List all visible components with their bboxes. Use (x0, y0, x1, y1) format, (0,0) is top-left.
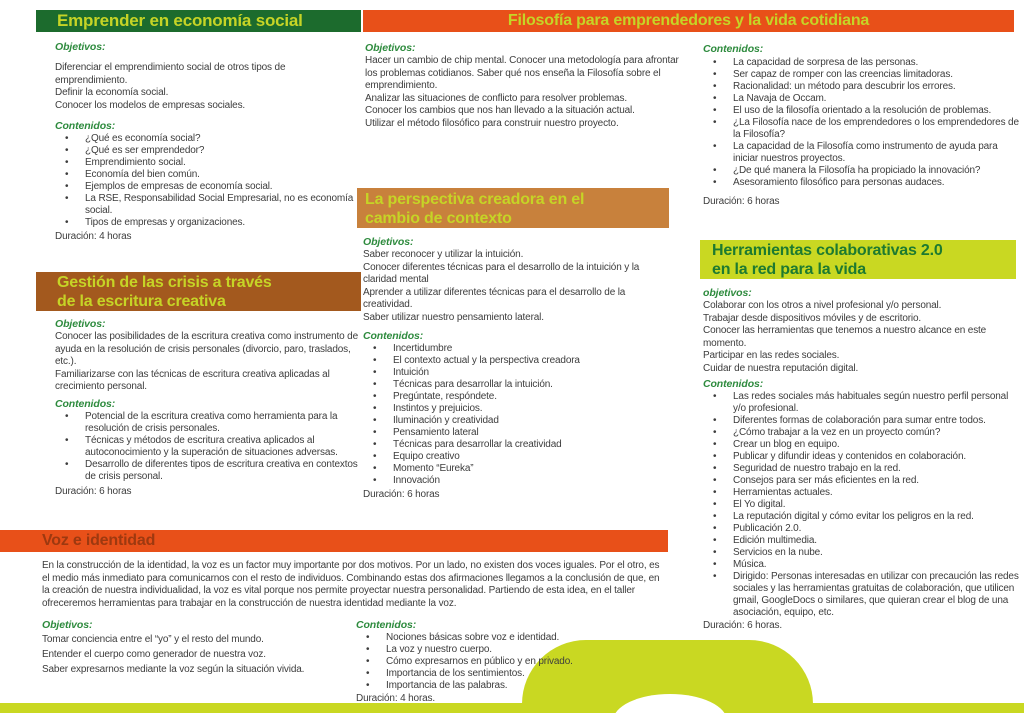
contenido-item: • La capacidad de la Filosofía como instrumento de ayuda para iniciar nuestros proyectos. (703, 141, 1023, 165)
contenido-item: • Dirigido: Personas interesadas en utilizar con precaución las redes sociales y las herramientas gratuitas de colaboración, que utilicen gmail, GoogleDocs o similares, que quieran crear el blog de una asociación, equipo, etc. (703, 571, 1021, 619)
bottom-bar-decoration (0, 703, 1024, 713)
contenido-item: • Racionalidad: un método para descubrir los errores. (703, 81, 1023, 93)
contenido-item: • Momento “Eureka” (363, 463, 675, 475)
contenido-item: • Importancia de los sentimientos. (356, 668, 656, 680)
objetivo-item: Conocer las herramientas que tenemos a nuestro alcance en este momento. (703, 325, 987, 349)
duracion-text: Duración: 6 horas (363, 489, 440, 500)
objetivo-item: Colaborar con los otros a nivel profesional y/o personal. (703, 300, 942, 311)
objetivo-item: Saber utilizar nuestro pensamiento lateral. (363, 311, 544, 323)
contenido-item: • Equipo creativo (363, 451, 675, 463)
contenido-item: • Innovación (363, 475, 675, 487)
objetivo-item: Aprender a utilizar diferentes técnicas para el desarrollo de la creatividad. (363, 286, 626, 310)
objetivos-list (42, 632, 342, 677)
objetivo-item: Hacer un cambio de chip mental. Conocer una metodología para afrontar los problemas cotidianos. Saber qué nos enseña la Filosofía sobre el emprendimiento. (365, 55, 679, 91)
contenido-item: • Música. (703, 559, 1021, 571)
contenido-item: • Potencial de la escritura creativa como herramienta para la resolución de crisis personales. (55, 411, 360, 435)
duracion-text: Duración: 4 horas (55, 231, 132, 242)
section-header-filosofia (363, 10, 1014, 32)
duracion-text: Duración: 6 horas (55, 486, 132, 497)
contenido-item: • Consejos para ser más eficientes en la red. (703, 475, 1021, 487)
contenido-item: • Incertidumbre (363, 343, 675, 355)
objetivo-item: Cuidar de nuestra reputación digital. (703, 362, 859, 374)
contenidos-list (703, 391, 1021, 619)
contenido-item: • Importancia de las palabras. (356, 680, 656, 692)
section-title: Filosofía para emprendedores y la vida cotidiana (507, 12, 870, 29)
objetivo-item: Analizar las situaciones de conflicto para resolver problemas. (365, 92, 627, 104)
contenido-item: • El Yo digital. (703, 499, 1021, 511)
contenido-item: • Edición multimedia. (703, 535, 1021, 547)
contenidos-label: Contenidos: (703, 43, 764, 55)
contenido-item: • El contexto actual y la perspectiva creadora (363, 355, 675, 367)
contenido-item: • Iluminación y creatividad (363, 415, 675, 427)
contenido-item: • Instintos y prejuicios. (363, 403, 675, 415)
contenidos-list (703, 57, 1023, 189)
contenidos-list (55, 411, 360, 483)
contenido-item: • Publicar y difundir ideas y contenidos en colaboración. (703, 451, 1021, 463)
objetivos-list (363, 249, 675, 324)
objetivo-item: Saber expresarnos mediante la voz según la situación vivida. (42, 664, 305, 675)
contenido-item: • La reputación digital y cómo evitar los peligros en la red. (703, 511, 1021, 523)
objetivo-item: Utilizar el método filosófico para construir nuestro proyecto. (365, 117, 619, 129)
objetivos-list (365, 55, 680, 130)
contenido-item: • La RSE, Responsabilidad Social Empresarial, no es economía social. (55, 193, 360, 217)
contenido-item: • Emprendimiento social. (55, 157, 360, 169)
contenidos-list (363, 343, 675, 487)
section-title-line1: La perspectiva creadora en el (365, 191, 585, 208)
section-title: Voz e identidad (42, 532, 156, 549)
contenido-item: • Economía del bien común. (55, 169, 360, 181)
duracion-text: Duración: 4 horas. (356, 693, 436, 704)
contenido-item: • Las redes sociales más habituales según nuestro perfil personal y/o profesional. (703, 391, 1021, 415)
contenidos-list (55, 133, 360, 229)
objetivos-label: Objetivos: (363, 236, 414, 248)
objetivos-list (55, 331, 360, 394)
objetivo-item: Conocer los modelos de empresas sociales. (55, 99, 246, 111)
section-header-herramientas (700, 240, 1016, 279)
contenido-item: • Pregúntate, respóndete. (363, 391, 675, 403)
contenido-item: • Pensamiento lateral (363, 427, 675, 439)
objetivo-item: Entender el cuerpo como generador de nuestra voz. (42, 649, 266, 660)
contenido-item: • ¿Qué es economía social? (55, 133, 360, 145)
objetivo-item: Familiarizarse con las técnicas de escritura creativa aplicadas al crecimiento personal. (55, 368, 330, 392)
section-header-gestion (36, 272, 361, 311)
objetivo-item: Tomar conciencia entre el “yo” y el resto del mundo. (42, 634, 264, 645)
contenido-item: • La capacidad de sorpresa de las personas. (703, 57, 1023, 69)
contenido-item: • Herramientas actuales. (703, 487, 1021, 499)
contenidos-label: Contenidos: (55, 398, 116, 410)
objetivos-label: Objetivos: (55, 318, 106, 330)
contenido-item: • Servicios en la nube. (703, 547, 1021, 559)
duracion-text: Duración: 6 horas. (703, 620, 783, 631)
objetivos-list (703, 300, 1017, 375)
objetivos-label: Objetivos: (55, 41, 106, 53)
contenido-item: • Nociones básicas sobre voz e identidad. (356, 632, 656, 644)
section-title-line1: Herramientas colaborativas 2.0 (712, 242, 943, 259)
duracion-text: Duración: 6 horas (703, 196, 780, 207)
contenido-item: • Asesoramiento filosófico para personas audaces. (703, 177, 1023, 189)
contenido-item: • La voz y nuestro cuerpo. (356, 644, 656, 656)
contenido-item: • Técnicas para desarrollar la intuición. (363, 379, 675, 391)
section-header-voz (0, 530, 668, 552)
objetivo-item: Diferenciar el emprendimiento social de otros tipos de emprendimiento. (55, 62, 286, 86)
objetivo-item: Saber reconocer y utilizar la intuición. (363, 249, 524, 260)
contenido-item: • Crear un blog en equipo. (703, 439, 1021, 451)
contenido-item: • ¿Cómo trabajar a la vez en un proyecto común? (703, 427, 1021, 439)
section-title: Emprender en economía social (57, 11, 303, 30)
section-header-emprender (36, 10, 361, 32)
objetivo-item: Conocer los cambios que nos han llevado a la situación actual. (365, 105, 635, 116)
section-title-line2: cambio de contexto (365, 210, 512, 227)
contenido-item: • La Navaja de Occam. (703, 93, 1023, 105)
objetivo-item: Definir la economía social. (55, 87, 169, 98)
section-title-line2: de la escritura creativa (57, 292, 226, 310)
contenido-item: • Ejemplos de empresas de economía social. (55, 181, 360, 193)
contenido-item: • Intuición (363, 367, 675, 379)
objetivo-item: Conocer las posibilidades de la escritura creativa como instrumento de ayuda en la resolución de crisis personales (divorcio, paro, traslados, etc.). (55, 331, 358, 367)
contenido-item: • Diferentes formas de colaboración para sumar entre todos. (703, 415, 1021, 427)
contenido-item: • Publicación 2.0. (703, 523, 1021, 535)
objetivos-label: Objetivos: (42, 619, 93, 631)
objetivo-item: Conocer diferentes técnicas para el desarrollo de la intuición y la claridad mental (363, 261, 640, 285)
contenido-item: • Cómo expresarnos en público y en privado. (356, 656, 656, 668)
section-title-line1: Gestión de las crisis a través (57, 274, 272, 291)
contenido-item: • El uso de la filosofía orientado a la resolución de problemas. (703, 105, 1023, 117)
objetivos-list (55, 62, 360, 112)
contenidos-label: Contenidos: (363, 330, 424, 342)
contenidos-label: Contenidos: (356, 619, 417, 631)
objetivo-item: Participar en las redes sociales. (703, 350, 840, 361)
contenido-item: • ¿La Filosofía nace de los emprendedores o los emprendedores de la Filosofía? (703, 117, 1023, 141)
section-title-line2: en la red para la vida (712, 260, 866, 278)
contenido-item: • Tipos de empresas y organizaciones. (55, 217, 360, 229)
section-header-perspectiva (357, 188, 669, 228)
objetivo-item: Trabajar desde dispositivos móviles y de escritorio. (703, 312, 922, 324)
contenido-item: • Técnicas y métodos de escritura creativa aplicados al autoconocimiento y la superación de situaciones adversas. (55, 435, 360, 459)
contenido-item: • Seguridad de nuestro trabajo en la red. (703, 463, 1021, 475)
voz-intro-paragraph: En la construcción de la identidad, la voz es un factor muy importante por dos motivos. Por un lado, no existen dos voces iguales. Por el otro, es el medio más inmediato para comunicarnos con el resto de individuos. Combinando estas dos afirmaciones llegamos a la conclusión de que, en la creación de nuestra individualidad, la voz es vital porque nos permite proyectar nuestra personalidad. Partiendo de esta idea, en el taller ofreceremos herramientas para trabajar en la construcción de nuestra identidad mediante la voz. (42, 560, 660, 609)
contenido-item: • Técnicas para desarrollar la creatividad (363, 439, 675, 451)
contenido-item: • Desarrollo de diferentes tipos de escritura creativa en contextos de crisis personal. (55, 459, 360, 483)
contenidos-list (356, 632, 656, 692)
contenido-item: • ¿Qué es ser emprendedor? (55, 145, 360, 157)
contenidos-label: Contenidos: (703, 378, 764, 390)
objetivos-label: objetivos: (703, 287, 752, 299)
contenido-item: • Ser capaz de romper con las creencias limitadoras. (703, 69, 1023, 81)
objetivos-label: Objetivos: (365, 42, 416, 54)
contenidos-label: Contenidos: (55, 120, 116, 132)
contenido-item: • ¿De qué manera la Filosofía ha propiciado la innovación? (703, 165, 1023, 177)
